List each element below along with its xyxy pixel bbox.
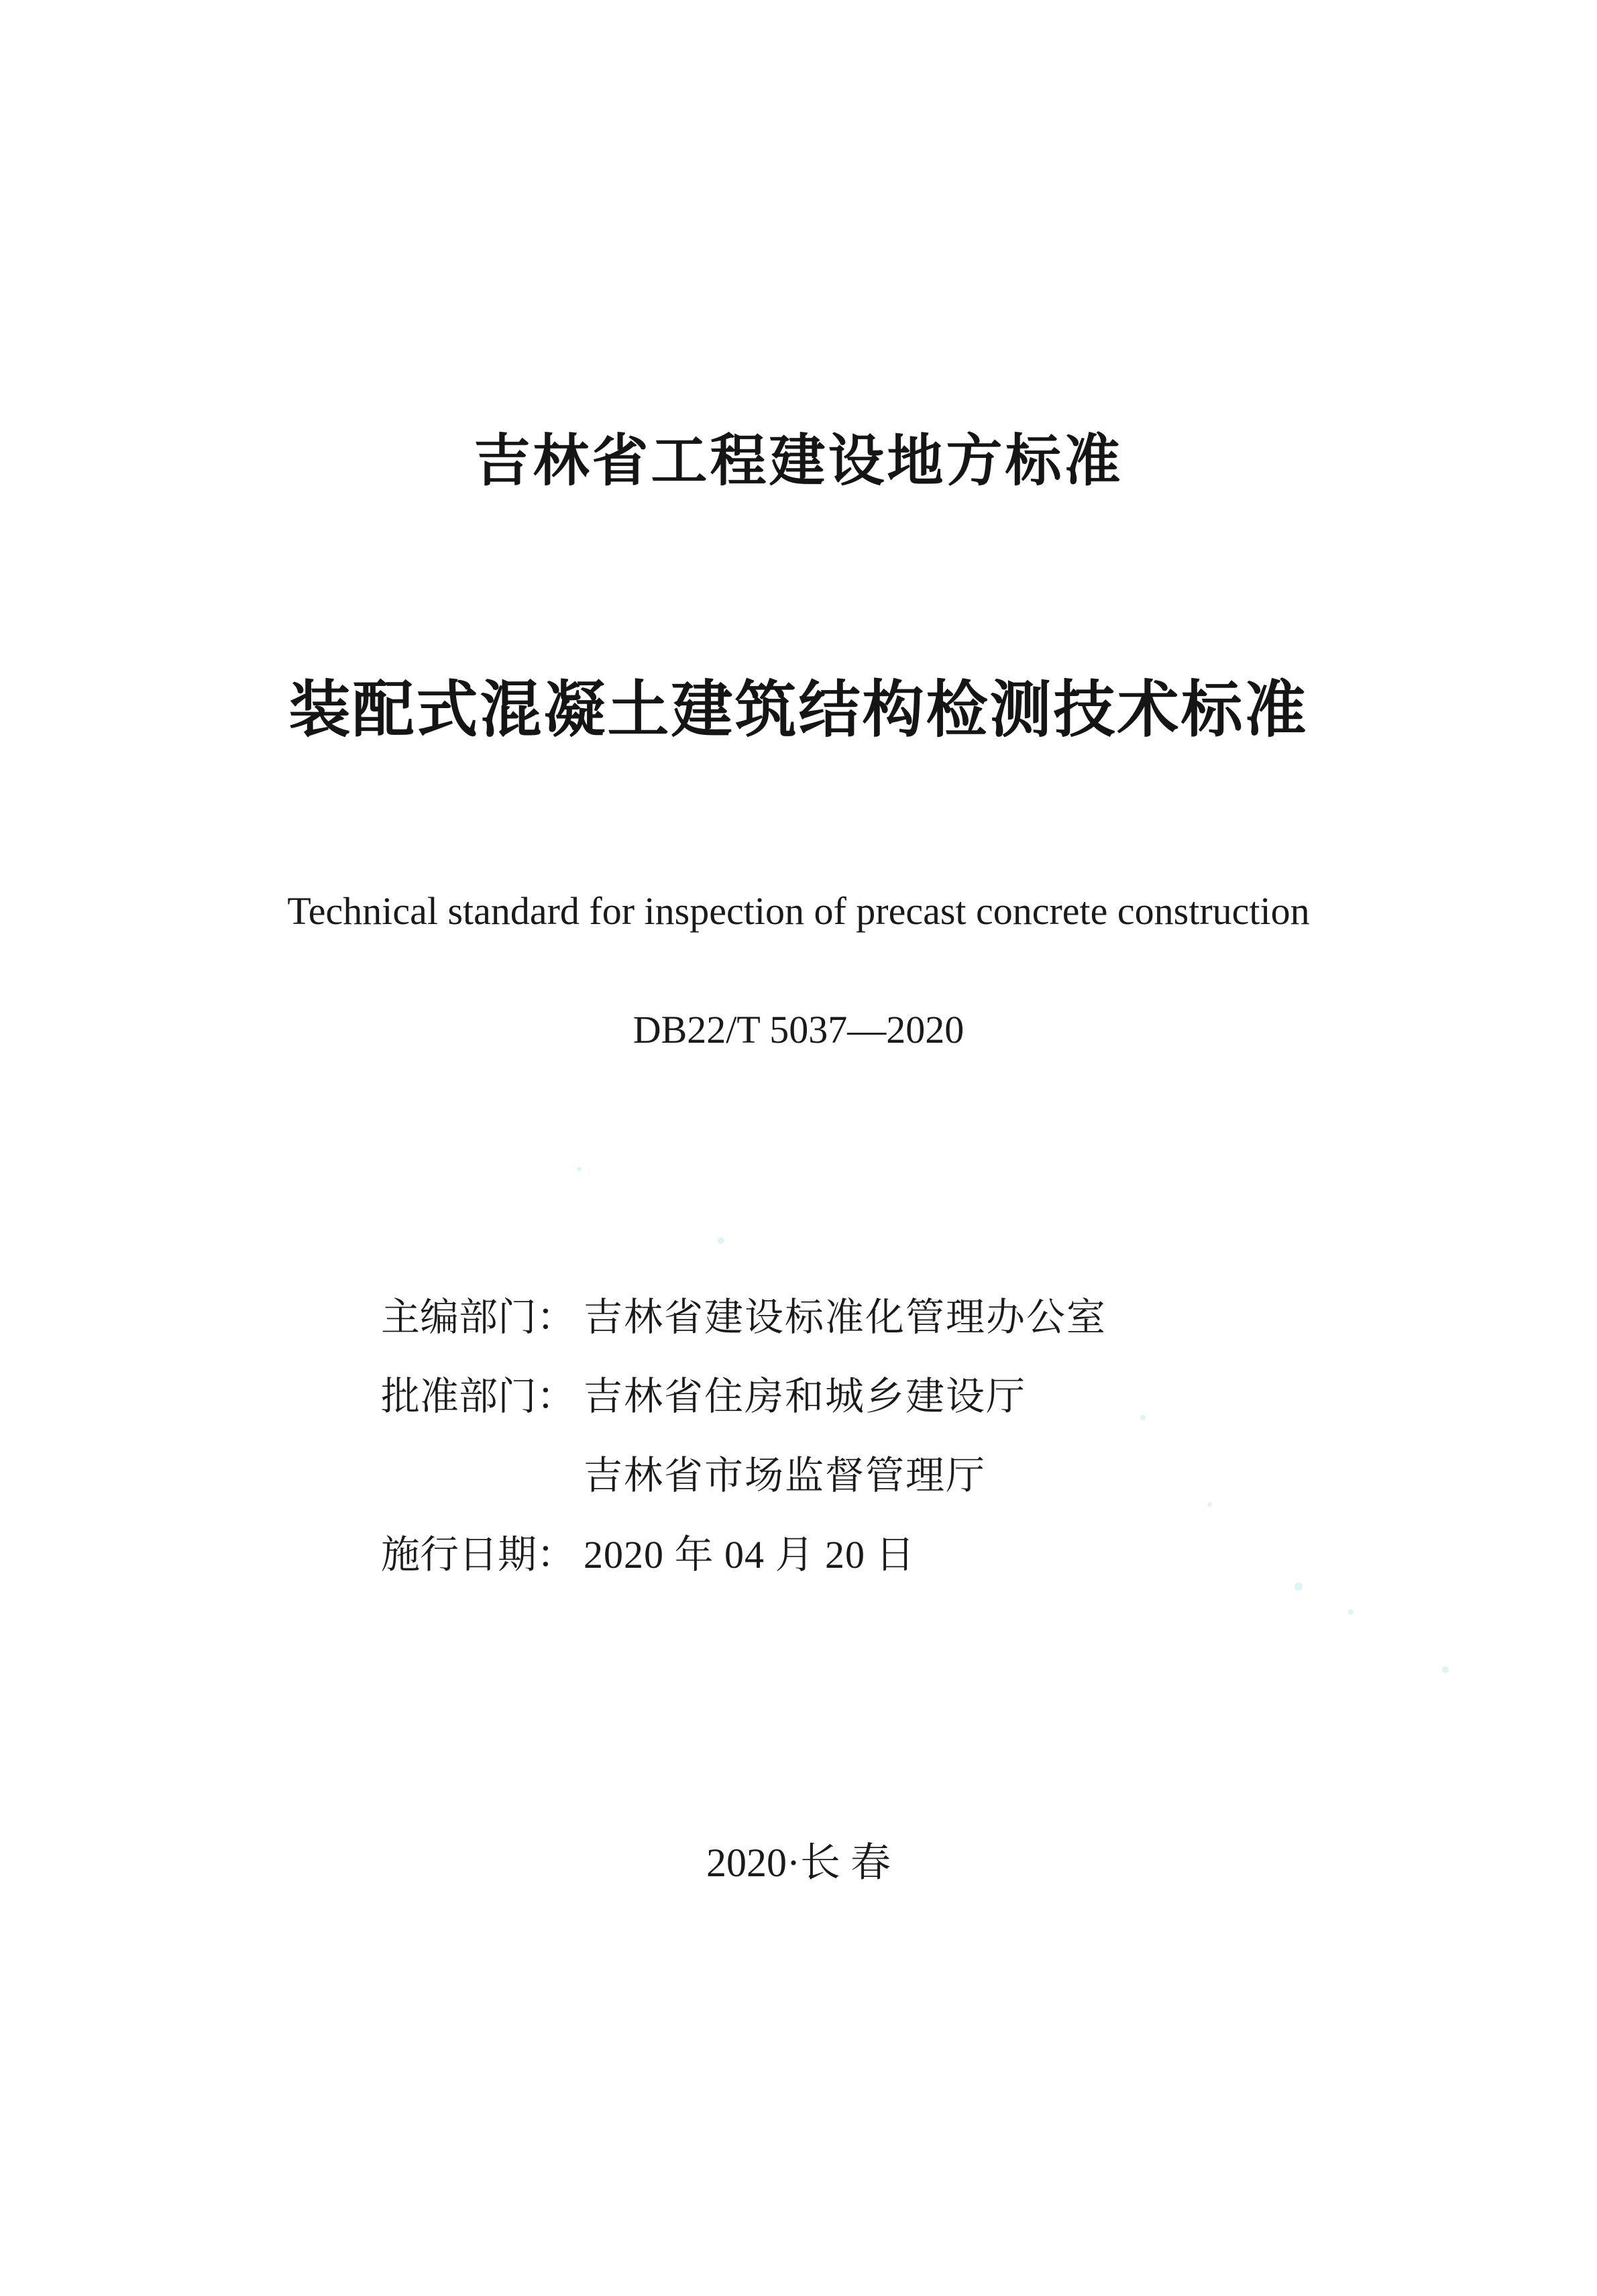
editor-label: 主编部门： xyxy=(381,1294,576,1340)
date-label: 施行日期： xyxy=(381,1532,576,1577)
date-value: 2020 年 04 月 20 日 xyxy=(584,1533,916,1576)
main-title: 装配式混凝土建筑结构检测技术标准 xyxy=(288,674,1309,746)
editor-row xyxy=(381,1274,1107,1353)
approver-row-2 xyxy=(381,1432,1107,1511)
scan-speck xyxy=(577,1167,582,1171)
approver-label: 批准部门： xyxy=(381,1373,576,1419)
scan-speck xyxy=(1140,1415,1146,1420)
scan-speck xyxy=(1348,1609,1354,1615)
scan-speck xyxy=(1207,1502,1212,1507)
publication-info xyxy=(381,1274,1107,1591)
scan-speck xyxy=(1442,1666,1449,1673)
approver-value-1: 吉林省住房和城乡建设厅 xyxy=(584,1373,1027,1419)
scan-speck xyxy=(718,1237,724,1244)
editor-value: 吉林省建设标准化管理办公室 xyxy=(584,1294,1107,1340)
english-title: Technical standard for inspection of precast concrete construction xyxy=(287,889,1310,933)
scan-speck xyxy=(1295,1583,1303,1591)
series-title: 吉林省工程建设地方标准 xyxy=(474,428,1123,494)
approver-row xyxy=(381,1353,1107,1432)
date-row xyxy=(381,1511,1107,1591)
standard-code: DB22/T 5037—2020 xyxy=(632,1008,965,1051)
approver-value-2: 吉林省市场监督管理厅 xyxy=(584,1452,987,1498)
imprint: 2020·长 春 xyxy=(706,1841,891,1885)
